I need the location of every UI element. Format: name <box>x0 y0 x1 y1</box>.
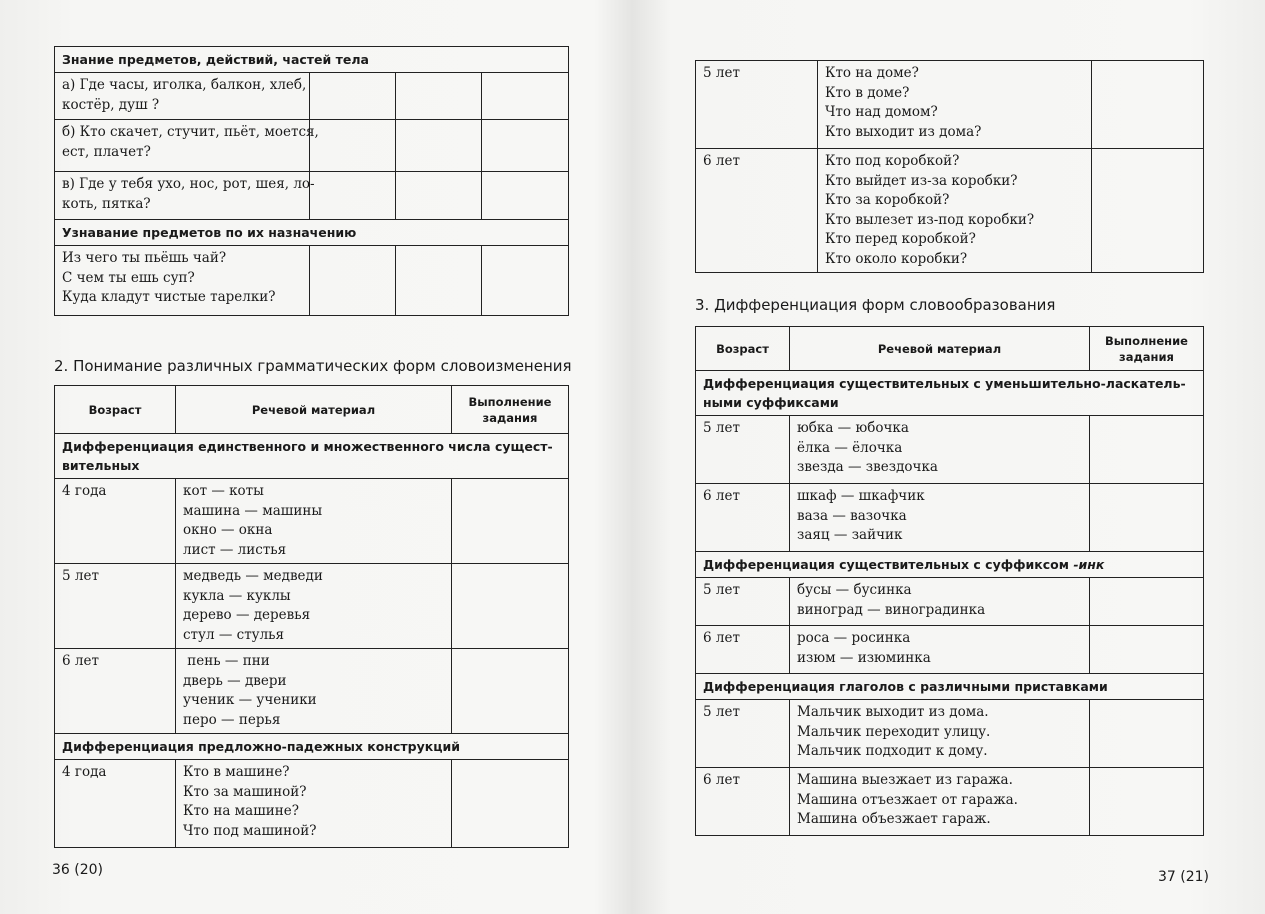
suffix-text: -инк <box>1073 557 1105 572</box>
age-cell: 4 года <box>55 479 176 564</box>
table-row <box>696 626 1204 674</box>
section-row <box>696 674 1204 700</box>
table-row <box>55 246 569 316</box>
result-cell <box>310 246 396 316</box>
task-cell: а) Где часы, иголка, балкон, хлеб, костёр, душ ? <box>55 73 310 120</box>
section-row <box>696 371 1204 416</box>
section-title: Дифференциация предложно-падежных конструкций <box>55 734 569 760</box>
result-cell <box>1090 768 1204 836</box>
section-row <box>55 47 569 73</box>
result-cell <box>482 246 569 316</box>
material-cell: юбка — юбочка ёлка — ёлочка звезда — звездочка <box>790 416 1090 484</box>
material-cell: бусы — бусинка виноград — виноградинка <box>790 578 1090 626</box>
table-row <box>696 700 1204 768</box>
section-title: Узнавание предметов по их назначению <box>55 220 569 246</box>
result-cell <box>396 246 482 316</box>
section-title: Знание предметов, действий, частей тела <box>55 47 569 73</box>
left-page <box>0 0 632 914</box>
section-heading-2: 2. Понимание различных грамматических форм словоизменения <box>54 357 572 375</box>
result-cell <box>310 172 396 220</box>
age-cell: 5 лет <box>696 700 790 768</box>
header-row <box>55 386 569 434</box>
result-cell <box>1090 578 1204 626</box>
result-cell <box>452 564 569 649</box>
material-cell: шкаф — шкафчик ваза — вазочка заяц — зайчик <box>790 484 1090 552</box>
result-cell <box>452 479 569 564</box>
age-cell: 6 лет <box>55 649 176 734</box>
material-cell: кот — коты машина — машины окно — окна лист — листья <box>176 479 452 564</box>
page-number-left: 36 (20) <box>52 862 104 878</box>
result-cell <box>396 73 482 120</box>
age-cell: 5 лет <box>696 61 818 149</box>
material-cell: Кто на доме? Кто в доме? Что над домом? Кто выходит из дома? <box>818 61 1092 149</box>
task-cell: в) Где у тебя ухо, нос, рот, шея, ло- коть, пятка? <box>55 172 310 220</box>
table-row <box>696 484 1204 552</box>
result-cell <box>1092 149 1204 273</box>
prepositional-continued-table <box>695 60 1204 273</box>
table-row <box>696 578 1204 626</box>
section-row <box>55 220 569 246</box>
result-cell <box>1090 416 1204 484</box>
table-row <box>55 649 569 734</box>
section-row <box>55 434 569 479</box>
result-cell <box>1090 700 1204 768</box>
result-cell <box>396 120 482 172</box>
section-title: Дифференциация существительных с уменьшительно-ласкатель- ными суффиксами <box>696 371 1204 416</box>
section-heading-3: 3. Дифференциация форм словообразования <box>695 296 1056 314</box>
section-title: Дифференциация глаголов с различными приставками <box>696 674 1204 700</box>
table-row <box>55 760 569 848</box>
table-row <box>696 149 1204 273</box>
result-cell <box>482 172 569 220</box>
age-cell: 6 лет <box>696 149 818 273</box>
age-cell: 5 лет <box>696 416 790 484</box>
material-cell: Кто в машине? Кто за машиной? Кто на машине? Что под машиной? <box>176 760 452 848</box>
age-cell: 4 года <box>55 760 176 848</box>
result-cell <box>452 760 569 848</box>
age-cell: 6 лет <box>696 626 790 674</box>
header-row <box>696 327 1204 371</box>
table-row <box>696 416 1204 484</box>
right-page <box>632 0 1265 914</box>
material-cell: Мальчик выходит из дома. Мальчик переходит улицу. Мальчик подходит к дому. <box>790 700 1090 768</box>
knowledge-table <box>54 46 569 316</box>
result-cell <box>1092 61 1204 149</box>
age-cell: 6 лет <box>696 768 790 836</box>
table-row <box>55 172 569 220</box>
table-row <box>55 479 569 564</box>
header-material: Речевой материал <box>790 327 1090 371</box>
table-row <box>696 768 1204 836</box>
header-result: Выполнение задания <box>1090 327 1204 371</box>
result-cell <box>310 120 396 172</box>
result-cell <box>396 172 482 220</box>
material-cell: медведь — медведи кукла — куклы дерево — деревья стул — стулья <box>176 564 452 649</box>
page-number-right: 37 (21) <box>1158 869 1210 885</box>
age-cell: 5 лет <box>696 578 790 626</box>
age-cell: 6 лет <box>696 484 790 552</box>
material-cell: Кто под коробкой? Кто выйдет из-за коробки? Кто за коробкой? Кто вылезет из-под коробки? Кто перед коробкой? Кто около коробки? <box>818 149 1092 273</box>
result-cell <box>482 120 569 172</box>
material-cell: Машина выезжает из гаража. Машина отъезжает от гаража. Машина объезжает гараж. <box>790 768 1090 836</box>
word-formation-table <box>695 326 1204 836</box>
header-age: Возраст <box>55 386 176 434</box>
table-row <box>696 61 1204 149</box>
header-age: Возраст <box>696 327 790 371</box>
header-material: Речевой материал <box>176 386 452 434</box>
table-row <box>55 120 569 172</box>
result-cell <box>1090 484 1204 552</box>
section-row <box>696 552 1204 578</box>
header-result: Выполнение задания <box>452 386 569 434</box>
task-cell: Из чего ты пьёшь чай? С чем ты ешь суп? Куда кладут чистые тарелки? <box>55 246 310 316</box>
grammar-forms-table <box>54 385 569 848</box>
result-cell <box>452 649 569 734</box>
section-title: Дифференциация единственного и множественного числа сущест- вительных <box>55 434 569 479</box>
material-cell: пень — пни дверь — двери ученик — ученики перо — перья <box>176 649 452 734</box>
material-cell: роса — росинка изюм — изюминка <box>790 626 1090 674</box>
section-row <box>55 734 569 760</box>
task-cell: б) Кто скачет, стучит, пьёт, моется, ест, плачет? <box>55 120 310 172</box>
result-cell <box>482 73 569 120</box>
age-cell: 5 лет <box>55 564 176 649</box>
result-cell <box>310 73 396 120</box>
table-row <box>55 73 569 120</box>
table-row <box>55 564 569 649</box>
result-cell <box>1090 626 1204 674</box>
section-title: Дифференциация существительных с суффиксом -инк <box>696 552 1204 578</box>
